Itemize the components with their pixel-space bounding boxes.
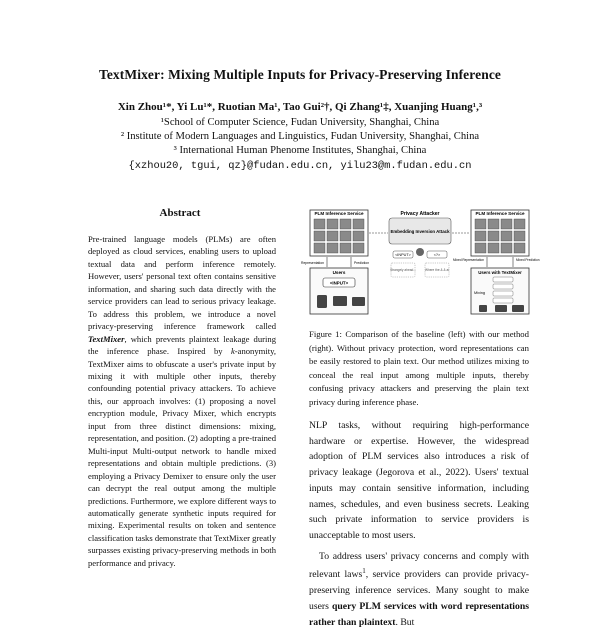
monitor-icon [333,296,347,306]
footnote-marker: 1 [362,567,366,576]
plm-block [514,219,525,229]
plm-block [475,231,486,241]
plm-block [314,219,325,229]
plm-block [488,243,499,253]
plm-block [475,243,486,253]
plm-block-grid-left [314,219,364,253]
laptop-icon [352,297,365,306]
prediction-label: Prediction [354,261,370,265]
attack-label: Embedding Inversion Attack [390,229,450,234]
representation-label: Representation [301,261,324,265]
abstract-text-2: , which prevents plaintext leakage during the inference phase. Inspired by [88,333,276,357]
plm-block [340,219,351,229]
plm-block [501,231,512,241]
plm-block [314,243,325,253]
phone-icon [479,305,487,312]
mixing-label: Mixing [474,291,485,295]
plm-block [340,231,351,241]
intro-body [309,418,529,630]
users-label: Users [332,270,346,275]
recovered-text-right: Where the & & ai [424,268,450,272]
plm-block [353,231,364,241]
intro-paragraph-1: NLP tasks, without requiring high-performance hardware or expertise. However, the widespread adoption of PLM services also introduces a risk of privacy leakage (Jegorova et al., 2022). Users' textual inputs may contain sensitive information, including names, schedules, and even business secrets. Leaking such private information to service providers is unacceptable to most users. [309,420,529,541]
affiliation-3: ³ International Human Phenome Institutes, Shanghai, China [173,145,427,156]
plm-block [488,231,499,241]
attacker-icon [416,248,424,256]
k-symbol: k [230,346,235,357]
plm-block [514,243,525,253]
recovered-text-left: Strangely ahead... [390,268,416,272]
plm-block [353,243,364,253]
users-textmixer-label: Users with TextMixer [478,270,522,275]
plm-block [501,243,512,253]
method-name: TextMixer [88,333,125,344]
unknown-tag: <?> [433,253,441,258]
plm-block [353,219,364,229]
abstract-body [88,233,276,569]
affiliation-1: ¹School of Computer Science, Fudan University, Shanghai, China [160,117,440,128]
plm-block [327,219,338,229]
input-tag: <INPUT> [329,280,349,286]
author-emails: {xzhou20, tgui, qz}@fudan.edu.cn, yilu23@m.fudan.edu.cn [128,160,472,172]
mixed-rep-label: Mixed Representation [452,258,484,262]
left-panel-title: PLM Inference Service [314,211,364,216]
plm-block [488,219,499,229]
abstract-text-1: Pre-trained language models (PLMs) are often deployed as cloud services, enabling users to upload textual data and perform inference remotely. However, users' personal text often contains sensitive information, and sharing such data directly with the service providers can lead to serious privacy leakage. To address this problem, we introduce a novel privacy-preserving inference framework called [88,234,276,332]
phone-icon [317,295,327,308]
author-list: Xin Zhou¹*, Yi Lu¹*, Ruotian Ma¹, Tao Gui²†, Qi Zhang¹‡, Xuanjing Huang¹,³ [117,101,483,113]
figure-1 [301,205,540,320]
plm-block [514,231,525,241]
laptop-icon [512,305,524,312]
plm-block [475,219,486,229]
intro-emphasis: query PLM services with word representations rather than plaintext [309,600,529,628]
right-panel-title: PLM Inference Service [475,211,525,216]
stolen-input-tag: <INPUT> [395,253,411,258]
plm-block [501,219,512,229]
attacker-title: Privacy Attacker [400,211,440,217]
plm-block [327,231,338,241]
abstract-text-3: -anonymity, TextMixer aims to obfuscate a user's private input by mixing it with multiple other inputs, thereby confounding potential privacy attackers. To achieve this, our approach involves: (1) proposing a novel encryption module, Privacy Mixer, which encrypts input from three distinct dimensions: mixing, representation, and position. (2) adopting a pre-trained Multi-input Multi-output network to handle mixed representations and obtain multiple predictions. (3) employing a Privacy Demixer to ensure only the user can decrypt the real output among the multiple predictions. Furthermore, we explore different ways to automatically generate synthetic inputs required for mixing. Experimental results on token and sentence classification tasks demonstrate that TextMixer greatly surpasses existing privacy-preserving methods in both performance and privacy. [88,346,277,568]
intro-paragraph-2: To address users' privacy concerns and comply with relevant laws$^1$, service providers can provide privacy-preserving inference services. Many sought to make users query PLM services with word representations rather than plaintext. But [309,550,529,628]
plm-block [340,243,351,253]
plm-block-grid-right [475,219,525,253]
mixed-pred-label: Mixed Prediction [516,258,540,262]
abstract-heading: Abstract [159,207,201,219]
affiliation-2: ² Institute of Modern Languages and Linguistics, Fudan University, Shanghai, China [120,131,480,142]
monitor-icon [495,305,507,312]
figure-caption: Figure 1: Comparison of the baseline (left) with our method (right). Without privacy protection, word representations can be easily restored to plain text. Our method utilizes mixing to conceal the real input among multiple inputs, thereby confusing privacy attackers and preserving the plain text privacy during inference phase. [309,329,529,407]
paper-title: TextMixer: Mixing Multiple Inputs for Privacy-Preserving Inference [98,67,502,82]
plm-block [327,243,338,253]
plm-block [314,231,325,241]
